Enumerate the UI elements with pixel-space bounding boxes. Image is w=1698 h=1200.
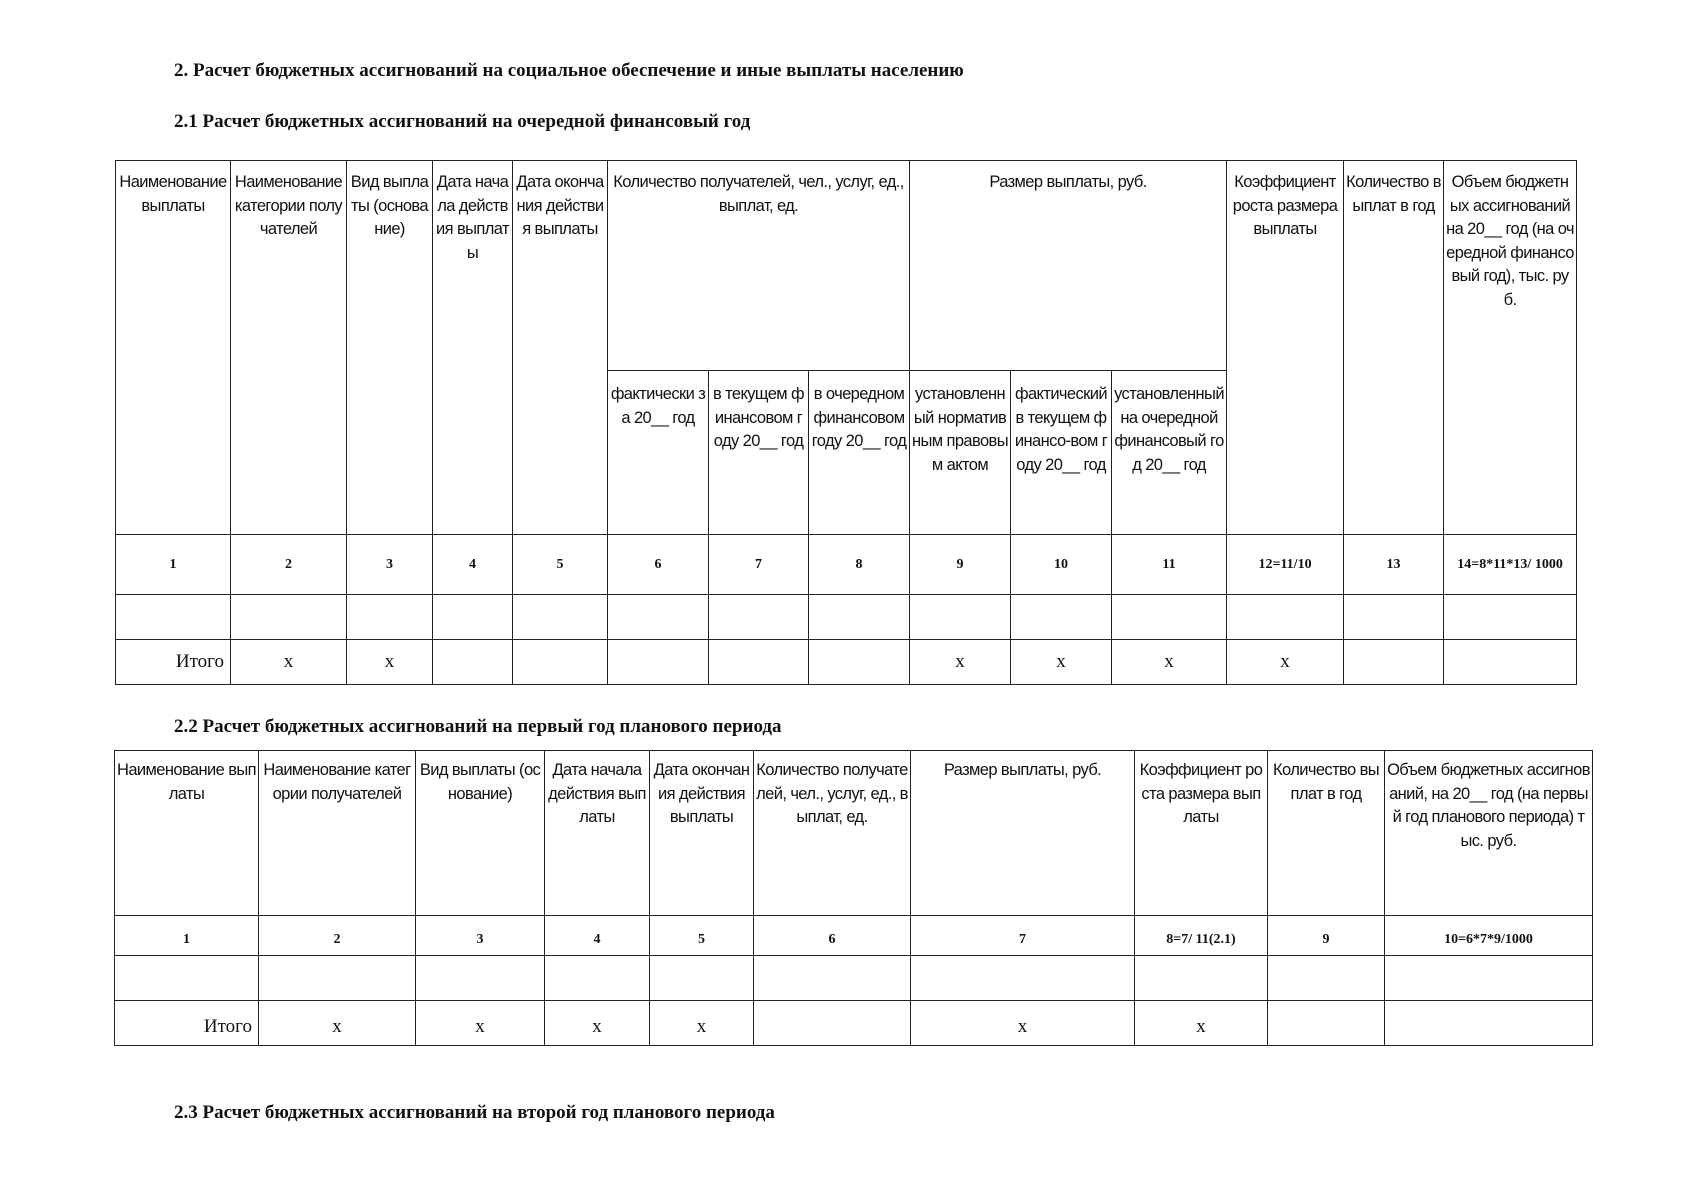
header-payments-per-year: Количество выплат в год xyxy=(1344,161,1444,535)
empty-cell[interactable] xyxy=(1011,595,1112,640)
header-actual-count: фактически за 20__ год xyxy=(608,371,709,535)
column-number: 13 xyxy=(1344,535,1444,595)
empty-cell[interactable] xyxy=(259,956,416,1001)
column-number: 11 xyxy=(1112,535,1227,595)
section-2-3-heading: 2.3 Расчет бюджетных ассигнований на второй год планового периода xyxy=(174,1102,775,1123)
column-number: 10 xyxy=(1011,535,1112,595)
empty-cell[interactable] xyxy=(910,595,1011,640)
header-start-date: Дата начала действия выплаты xyxy=(433,161,513,535)
total-cell: x xyxy=(911,1001,1135,1046)
column-number: 14=8*11*13/ 1000 xyxy=(1444,535,1577,595)
empty-cell[interactable] xyxy=(545,956,650,1001)
total-cell: x xyxy=(259,1001,416,1046)
header-end-date: Дата окончания действия выплаты xyxy=(513,161,608,535)
column-number: 3 xyxy=(347,535,433,595)
empty-cell[interactable] xyxy=(754,956,911,1001)
total-cell xyxy=(1268,1001,1385,1046)
column-number: 5 xyxy=(650,916,754,956)
column-number: 6 xyxy=(754,916,911,956)
total-cell: x xyxy=(231,640,347,685)
column-number: 9 xyxy=(910,535,1011,595)
header-recipient-category: Наименование категории получателей xyxy=(259,751,416,916)
empty-cell[interactable] xyxy=(911,956,1135,1001)
column-number: 4 xyxy=(545,916,650,956)
column-number: 8=7/ 11(2.1) xyxy=(1135,916,1268,956)
header-recipients-count: Количество получателей, чел., услуг, ед., выплат, ед. xyxy=(754,751,911,916)
header-recipient-category: Наименование категории получателей xyxy=(231,161,347,535)
total-row xyxy=(116,640,1577,685)
empty-cell[interactable] xyxy=(347,595,433,640)
total-cell: x xyxy=(1135,1001,1268,1046)
header-start-date: Дата начала действия выплаты xyxy=(545,751,650,916)
header-actual-size: фактический в текущем финансо-вом году 20__ год xyxy=(1011,371,1112,535)
total-cell xyxy=(754,1001,911,1046)
column-number: 2 xyxy=(259,916,416,956)
total-cell: x xyxy=(1227,640,1344,685)
total-label: Итого xyxy=(116,640,231,685)
total-cell: x xyxy=(347,640,433,685)
header-growth-coefficient: Коэффициент роста размера выплаты xyxy=(1135,751,1268,916)
total-cell xyxy=(709,640,809,685)
total-cell: x xyxy=(1011,640,1112,685)
header-next-year-size: установленный на очередной финансовый год 20__ год xyxy=(1112,371,1227,535)
column-number: 8 xyxy=(809,535,910,595)
header-legal-act-size: установленный нормативным правовым актом xyxy=(910,371,1011,535)
column-number: 5 xyxy=(513,535,608,595)
empty-cell[interactable] xyxy=(1227,595,1344,640)
header-budget-volume: Объем бюджетных ассигнований, на 20__ год (на первый год планового периода) тыс. руб. xyxy=(1385,751,1593,916)
empty-cell[interactable] xyxy=(1112,595,1227,640)
column-number: 6 xyxy=(608,535,709,595)
section-2-2-heading: 2.2 Расчет бюджетных ассигнований на первый год планового периода xyxy=(174,716,782,737)
total-cell: x xyxy=(416,1001,545,1046)
empty-cell[interactable] xyxy=(1135,956,1268,1001)
budget-table-first-planning-year xyxy=(114,750,1593,1046)
column-number: 7 xyxy=(911,916,1135,956)
empty-cell[interactable] xyxy=(608,595,709,640)
total-cell xyxy=(1444,640,1577,685)
header-end-date: Дата окончания действия выплаты xyxy=(650,751,754,916)
total-label: Итого xyxy=(115,1001,259,1046)
column-number: 1 xyxy=(115,916,259,956)
empty-cell[interactable] xyxy=(709,595,809,640)
empty-cell[interactable] xyxy=(115,956,259,1001)
empty-cell[interactable] xyxy=(1268,956,1385,1001)
column-number: 2 xyxy=(231,535,347,595)
total-cell xyxy=(1385,1001,1593,1046)
total-cell: x xyxy=(545,1001,650,1046)
total-cell xyxy=(1344,640,1444,685)
header-group-recipients-count: Количество получателей, чел., услуг, ед., выплат, ед. xyxy=(608,161,910,371)
header-payment-type: Вид выплаты (основание) xyxy=(347,161,433,535)
empty-cell[interactable] xyxy=(416,956,545,1001)
header-payment-name: Наименование выплаты xyxy=(115,751,259,916)
total-cell xyxy=(513,640,608,685)
column-number: 4 xyxy=(433,535,513,595)
empty-cell[interactable] xyxy=(116,595,231,640)
column-number: 10=6*7*9/1000 xyxy=(1385,916,1593,956)
empty-cell[interactable] xyxy=(513,595,608,640)
total-cell: x xyxy=(650,1001,754,1046)
header-next-year-count: в очередном финансовом году 20__ год xyxy=(809,371,910,535)
empty-cell[interactable] xyxy=(650,956,754,1001)
total-cell xyxy=(608,640,709,685)
header-payment-size: Размер выплаты, руб. xyxy=(911,751,1135,916)
column-number: 7 xyxy=(709,535,809,595)
section-2-1-heading: 2.1 Расчет бюджетных ассигнований на очередной финансовый год xyxy=(174,111,751,132)
header-payment-type: Вид выплаты (основание) xyxy=(416,751,545,916)
budget-table-current-year xyxy=(115,160,1577,685)
total-cell xyxy=(809,640,910,685)
empty-data-row xyxy=(116,595,1577,640)
empty-cell[interactable] xyxy=(1385,956,1593,1001)
column-number: 1 xyxy=(116,535,231,595)
empty-cell[interactable] xyxy=(231,595,347,640)
column-number: 9 xyxy=(1268,916,1385,956)
column-number: 3 xyxy=(416,916,545,956)
empty-cell[interactable] xyxy=(433,595,513,640)
empty-cell[interactable] xyxy=(1344,595,1444,640)
header-payment-name: Наименование выплаты xyxy=(116,161,231,535)
empty-cell[interactable] xyxy=(1444,595,1577,640)
total-cell xyxy=(433,640,513,685)
total-cell: x xyxy=(910,640,1011,685)
header-budget-volume: Объем бюджетных ассигнований на 20__ год (на очередной финансовый год), тыс. руб. xyxy=(1444,161,1577,535)
total-row xyxy=(115,1001,1593,1046)
header-group-payment-size: Размер выплаты, руб. xyxy=(910,161,1227,371)
empty-cell[interactable] xyxy=(809,595,910,640)
header-current-year-count: в текущем финансовом году 20__ год xyxy=(709,371,809,535)
empty-data-row xyxy=(115,956,1593,1001)
column-number: 12=11/10 xyxy=(1227,535,1344,595)
total-cell: x xyxy=(1112,640,1227,685)
section-2-heading: 2. Расчет бюджетных ассигнований на социальное обеспечение и иные выплаты населению xyxy=(174,60,964,81)
header-payments-per-year: Количество выплат в год xyxy=(1268,751,1385,916)
header-growth-coefficient: Коэффициент роста размера выплаты xyxy=(1227,161,1344,535)
